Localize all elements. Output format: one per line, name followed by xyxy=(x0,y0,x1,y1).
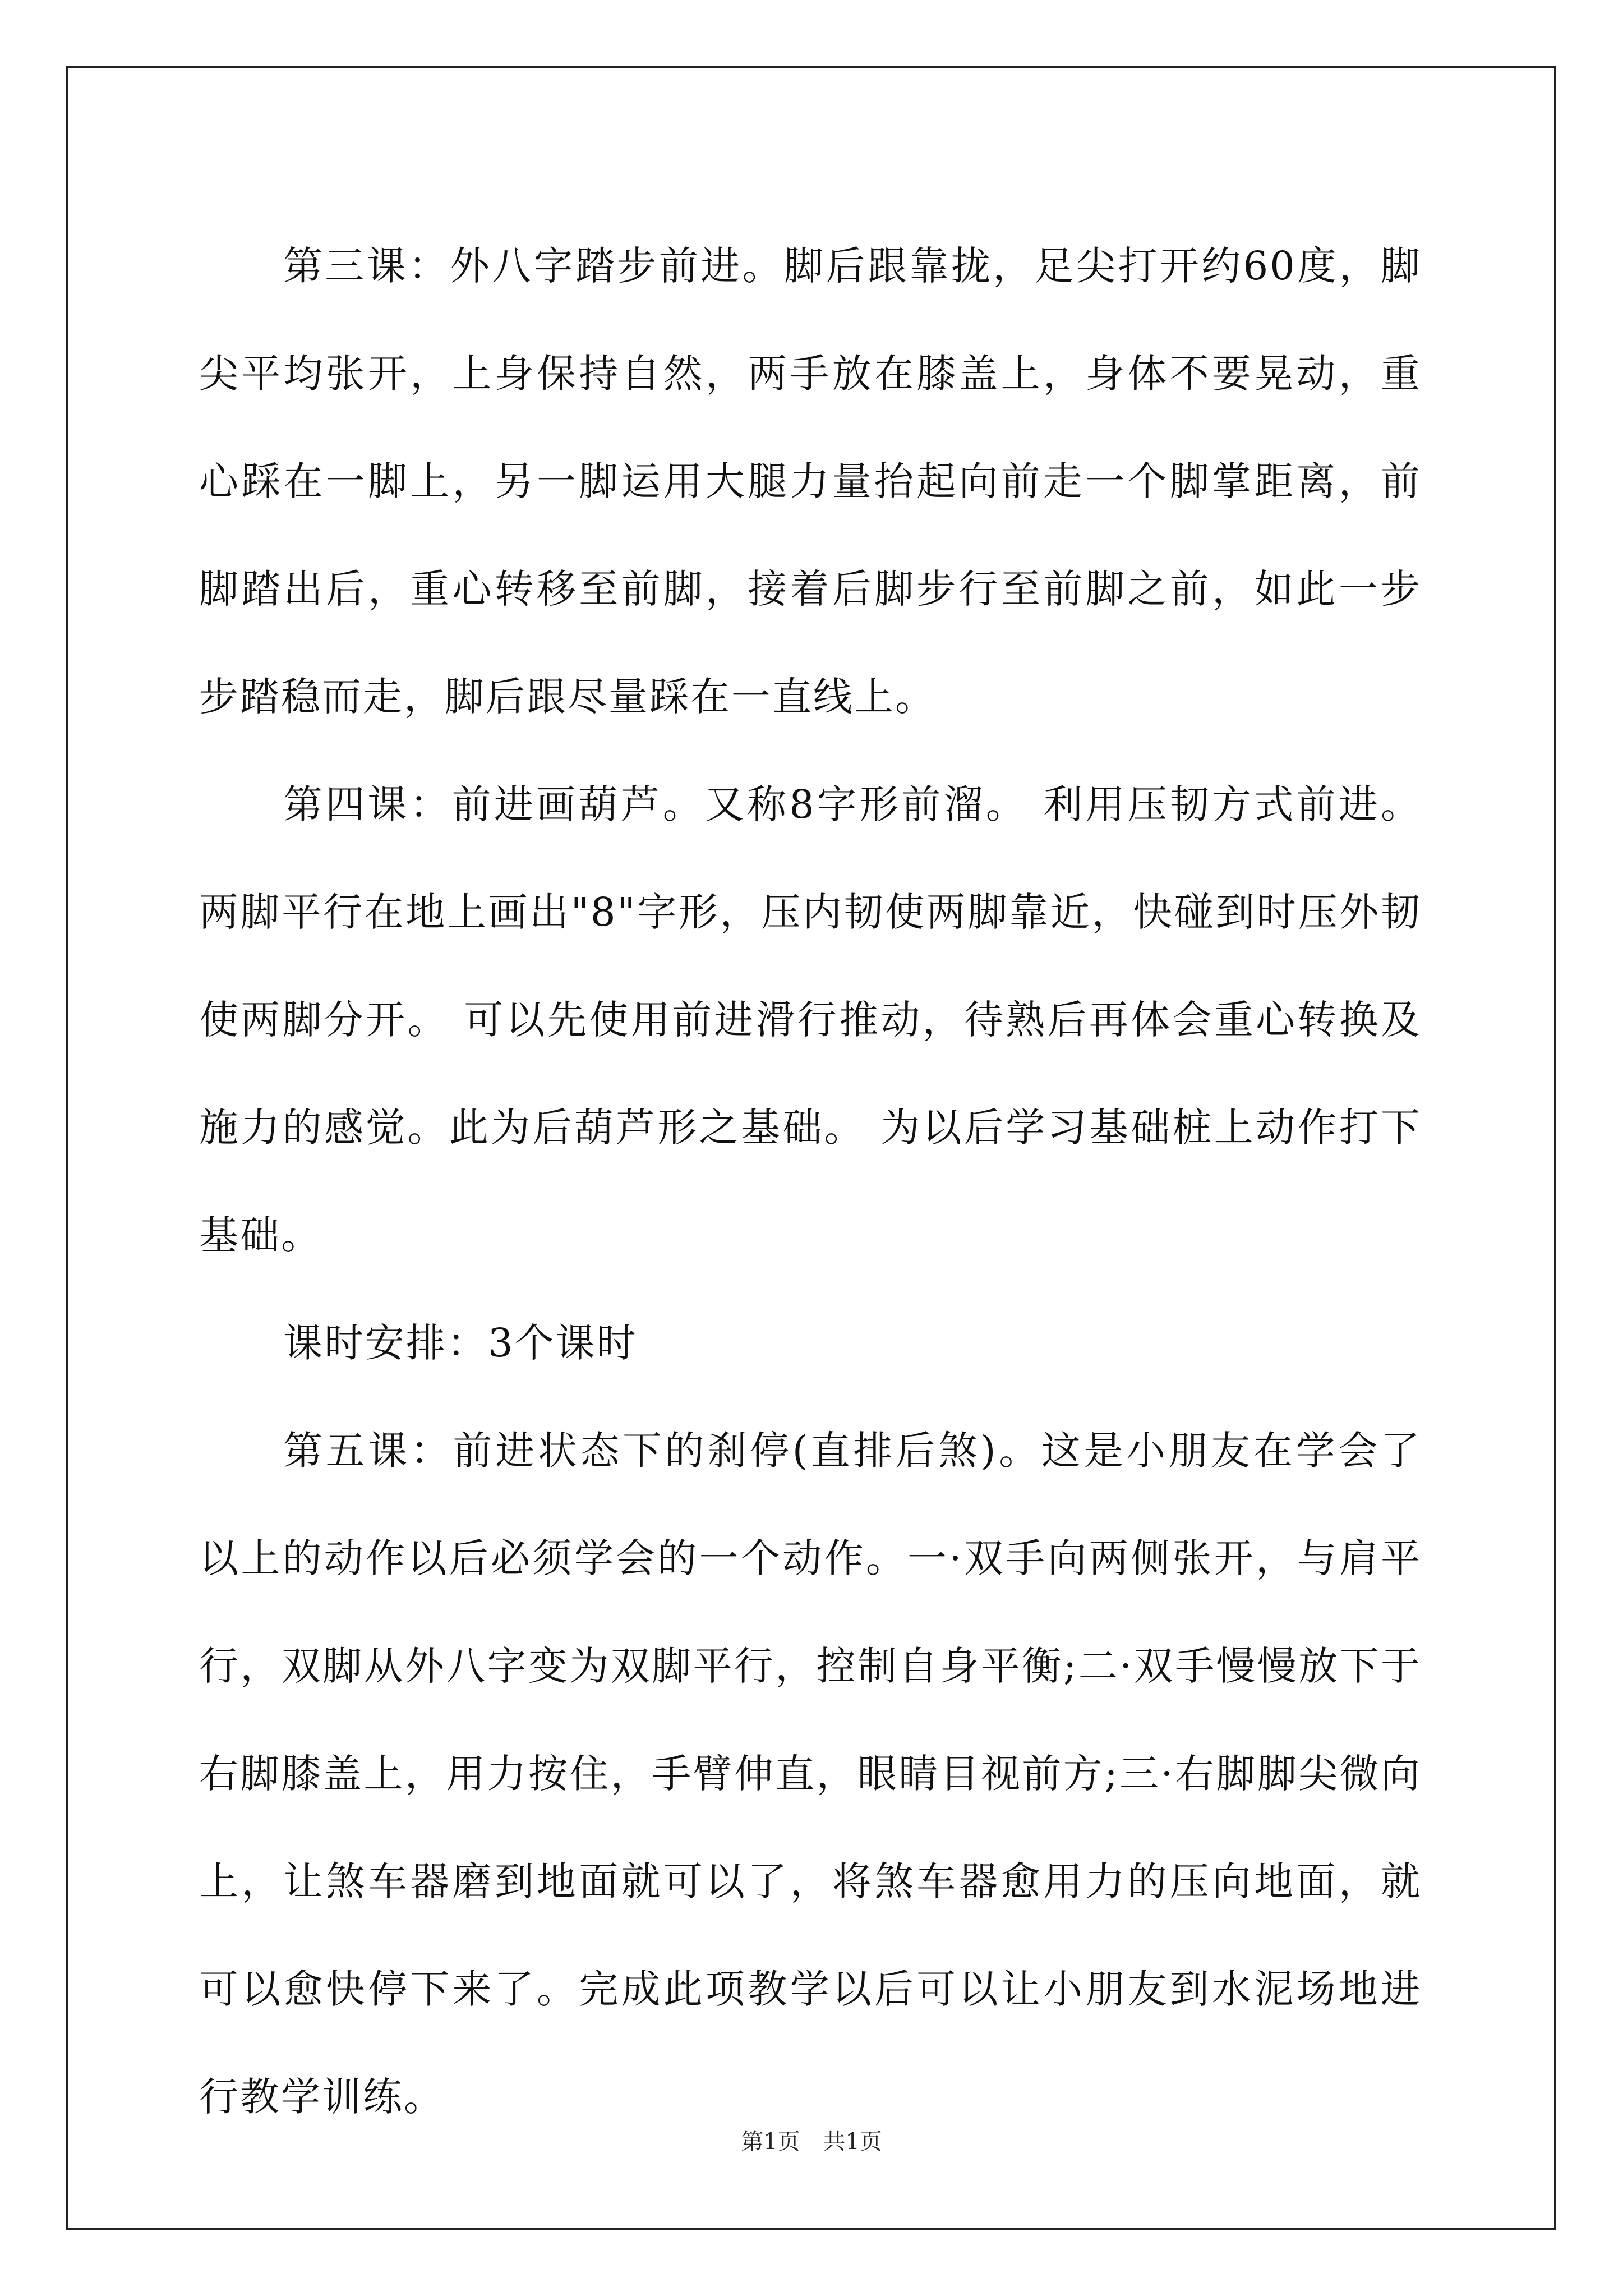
page-number: 第1页 xyxy=(741,2129,800,2155)
paragraph-lesson-4: 第四课：前进画葫芦。又称8字形前溜。 利用压韧方式前进。两脚平行在地上画出"8"字形，压内韧使两脚靠近，快碰到时压外韧使两脚分开。 可以先使用前进滑行推动，待熟后再体会重心转换及施力的感觉。此为后葫芦形之基础。 为以后学习基础桩上动作打下基础。 xyxy=(199,781,1422,1258)
paragraph-schedule: 课时安排：3个课时 xyxy=(283,1320,638,1366)
document-body xyxy=(199,212,1422,2151)
page-total: 共1页 xyxy=(823,2129,882,2155)
paragraph-lesson-3: 第三课：外八字踏步前进。脚后跟靠拢，足尖打开约60度，脚尖平均张开，上身保持自然，两手放在膝盖上，身体不要晃动，重心踩在一脚上，另一脚运用大腿力量抬起向前走一个脚掌距离，前脚踏出后，重心转移至前脚，接着后脚步行至前脚之前，如此一步步踏稳而走，脚后跟尽量踩在一直线上。 xyxy=(199,243,1422,720)
page-footer xyxy=(0,2125,1623,2159)
paragraph-lesson-5: 第五课：前进状态下的刹停(直排后煞)。这是小朋友在学会了以上的动作以后必须学会的一个动作。一·双手向两侧张开，与肩平行，双脚从外八字变为双脚平行，控制自身平衡;二·双手慢慢放下于右脚膝盖上，用力按住，手臂伸直，眼睛目视前方;三·右脚脚尖微向上，让煞车器磨到地面就可以了，将煞车器愈用力的压向地面，就可以愈快停下来了。完成此项教学以后可以让小朋友到水泥场地进行教学训练。 xyxy=(199,1428,1422,2120)
